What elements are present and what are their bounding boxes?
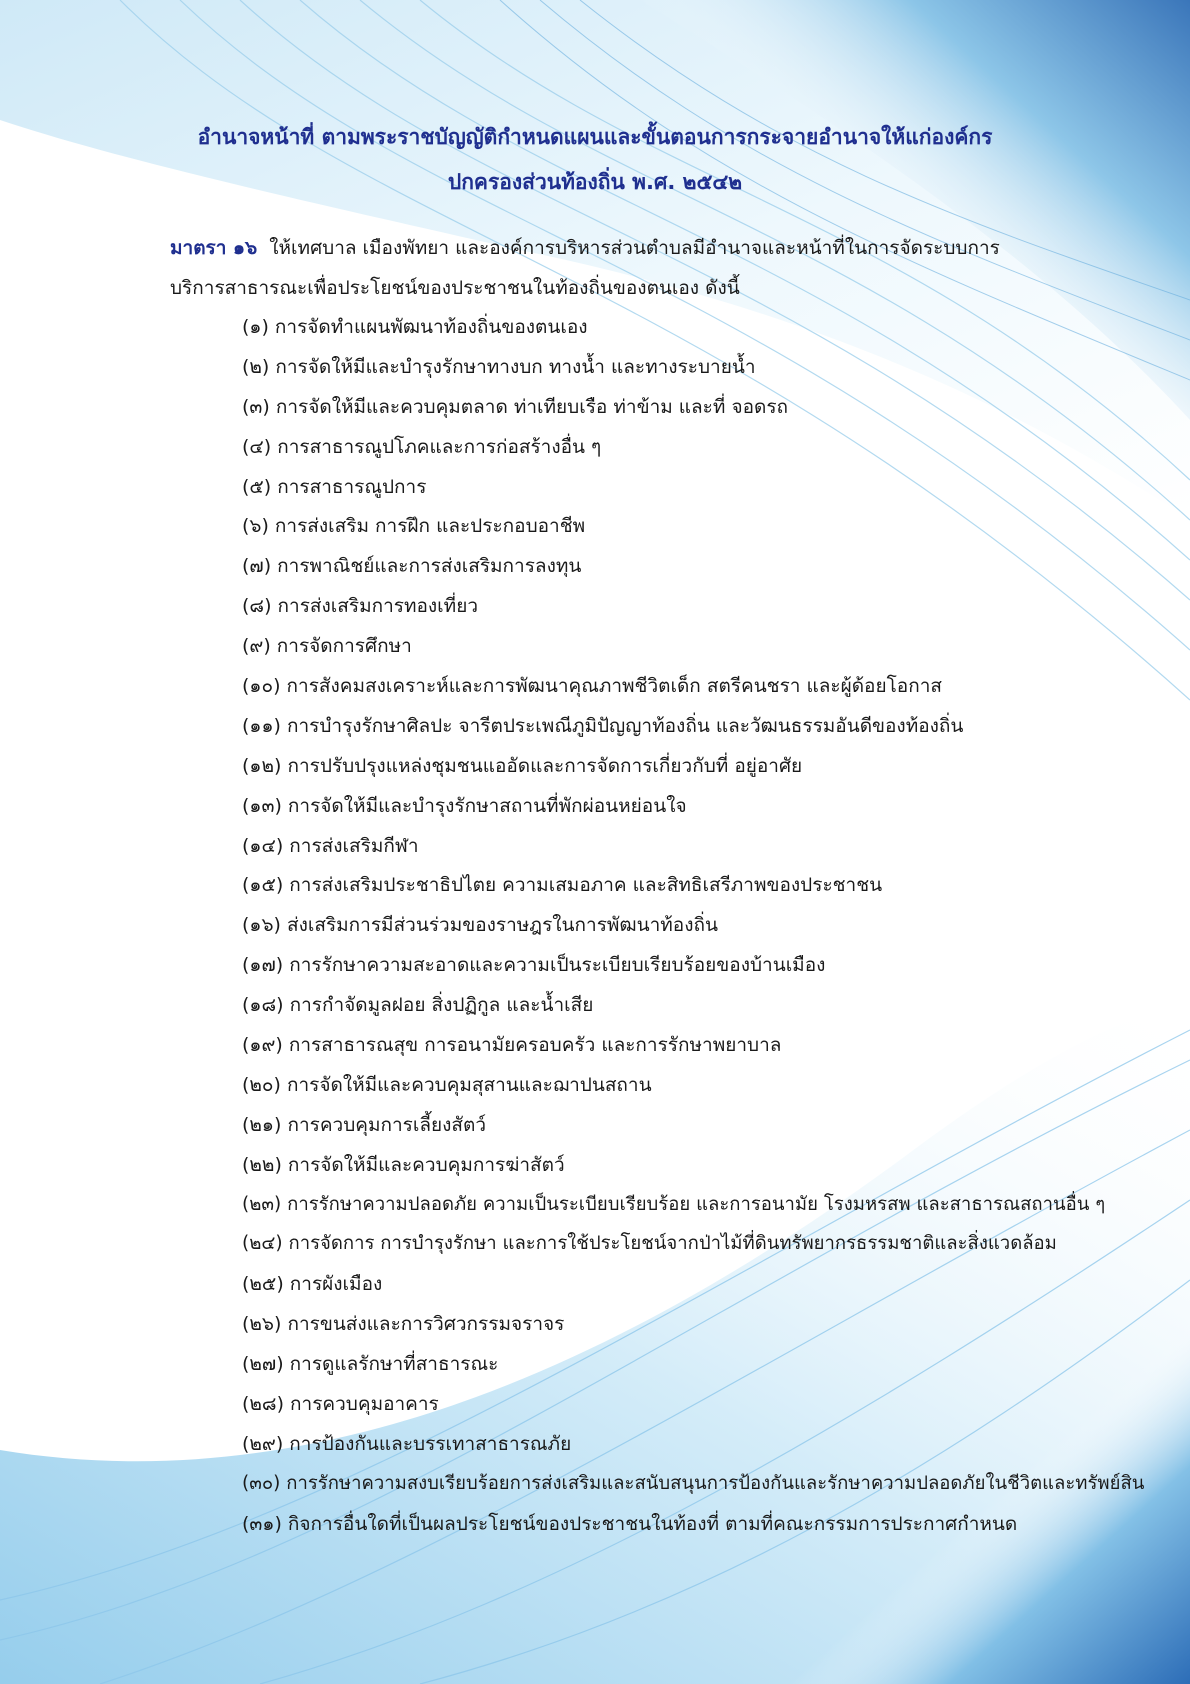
list-item: (๗) การพาณิชย์และการส่งเสริมการลงทุน <box>242 555 582 578</box>
list-item: (๒๔) การจัดการ การบำรุงรักษา และการใช้ประโยชน์จากป่าไม้ที่ดินทรัพยากรธรรมชาติและสิ่งแวดล้อม <box>242 1233 1057 1255</box>
list-item: (๒๖) การขนส่งและการวิศวกรรมจราจร <box>242 1313 565 1336</box>
intro-text-line-2: บริการสาธารณะเพื่อประโยชน์ของประชาชนในท้องถิ่นของตนเอง ดังนี้ <box>170 277 740 299</box>
list-item: (๒) การจัดให้มีและบำรุงรักษาทางบก ทางน้ำ และทางระบายน้ำ <box>242 355 756 378</box>
list-item: (๑๒) การปรับปรุงแหล่งชุมชนแออัดและการจัดการเกี่ยวกับที่ อยู่อาศัย <box>242 754 803 777</box>
list-item: (๒๗) การดูแลรักษาที่สาธารณะ <box>242 1353 499 1376</box>
list-item: (๑๖) ส่งเสริมการมีส่วนร่วมของราษฎรในการพัฒนาท้องถิ่น <box>242 914 718 937</box>
list-item: (๑) การจัดทำแผนพัฒนาท้องถิ่นของตนเอง <box>242 316 588 338</box>
list-item: (๑๘) การกำจัดมูลฝอย สิ่งปฏิกูล และน้ำเสีย <box>242 994 594 1017</box>
document-title-line-1: อำนาจหน้าที่ ตามพระราชบัญญัติกำหนดแผนและขั้นตอนการกระจายอำนาจให้แก่องค์กร <box>197 125 993 149</box>
list-item: (๒๑) การควบคุมการเลี้ยงสัตว์ <box>242 1113 487 1136</box>
list-item: (๒๙) การป้องกันและบรรเทาสาธารณภัย <box>242 1432 572 1455</box>
list-item: (๙) การจัดการศึกษา <box>242 635 412 658</box>
list-item: (๓๑) กิจการอื่นใดที่เป็นผลประโยชน์ของประชาชนในท้องที่ ตามที่คณะกรรมการประกาศกำหนด <box>242 1512 1018 1535</box>
list-item: (๓๐) การรักษาความสงบเรียบร้อยการส่งเสริมและสนับสนุนการป้องกันและรักษาความปลอดภัยในชีวิตและทรัพย์สิน <box>242 1472 1145 1494</box>
list-item: (๓) การจัดให้มีและควบคุมตลาด ท่าเทียบเรือ ท่าข้าม และที่ จอดรถ <box>242 395 789 418</box>
list-item: (๒๓) การรักษาความปลอดภัย ความเป็นระเบียบเรียบร้อย และการอนามัย โรงมหรสพ และสาธารณสถานอื่น ๆ <box>242 1193 1106 1215</box>
list-item: (๑๙) การสาธารณสุข การอนามัยครอบครัว และการรักษาพยาบาล <box>242 1034 782 1057</box>
section-label: มาตรา ๑๖ <box>170 237 258 259</box>
list-item: (๑๓) การจัดให้มีและบำรุงรักษาสถานที่พักผ่อนหย่อนใจ <box>242 794 687 817</box>
duties-list <box>242 307 1144 1544</box>
list-item: (๒๐) การจัดให้มีและควบคุมสุสานและฌาปนสถาน <box>242 1073 652 1096</box>
list-item: (๑๕) การส่งเสริมประชาธิปไตย ความเสมอภาค และสิทธิเสรีภาพของประชาชน <box>242 874 883 897</box>
intro-paragraph-line-2 <box>170 268 1090 308</box>
document-title-line-2: ปกครองส่วนท้องถิ่น พ.ศ. ๒๕๔๒ <box>447 170 743 194</box>
list-item: (๑๗) การรักษาความสะอาดและความเป็นระเบียบเรียบร้อยของบ้านเมือง <box>242 954 826 977</box>
intro-text-line-1: ให้เทศบาล เมืองพัทยา และองค์การบริหารส่วนตำบลมีอำนาจและหน้าที่ในการจัดระบบการ <box>269 237 1000 259</box>
list-item: (๒๘) การควบคุมอาคาร <box>242 1393 439 1416</box>
list-item: (๒๒) การจัดให้มีและควบคุมการฆ่าสัตว์ <box>242 1153 565 1176</box>
list-item: (๑๐) การสังคมสงเคราะห์และการพัฒนาคุณภาพชีวิตเด็ก สตรีคนชรา และผู้ด้อยโอกาส <box>242 675 942 698</box>
list-item: (๕) การสาธารณูปการ <box>242 475 427 498</box>
list-item: (๔) การสาธารณูปโภคและการก่อสร้างอื่น ๆ <box>242 435 602 458</box>
list-item: (๑๔) การส่งเสริมกีฬา <box>242 834 419 857</box>
list-item: (๑๑) การบำรุงรักษาศิลปะ จารีตประเพณีภูมิปัญญาท้องถิ่น และวัฒนธรรมอันดีของท้องถิ่น <box>242 714 964 737</box>
intro-paragraph-line-1 <box>170 228 1090 268</box>
list-item: (๘) การส่งเสริมการทองเที่ยว <box>242 595 479 618</box>
list-item: (๒๕) การผังเมือง <box>242 1273 383 1296</box>
list-item: (๖) การส่งเสริม การฝึก และประกอบอาชีพ <box>242 515 586 538</box>
